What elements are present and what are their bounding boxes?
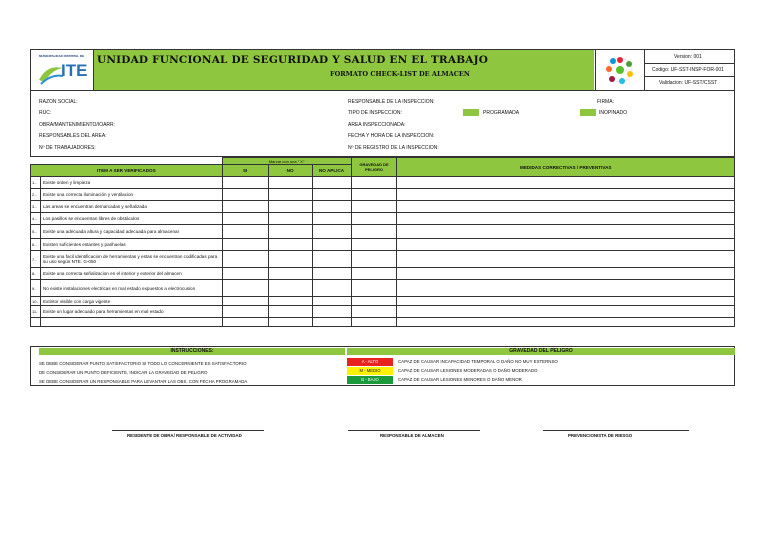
row-item-text: Existe orden y limpieza <box>40 177 222 189</box>
version-cell <box>644 50 734 64</box>
table-row <box>31 201 735 213</box>
si-cell[interactable] <box>222 251 268 268</box>
no-cell[interactable] <box>268 201 312 213</box>
info-ruc: RUC: <box>39 110 52 116</box>
medidas-cell[interactable] <box>397 189 735 201</box>
row-number: 9- <box>31 280 41 297</box>
ods-wheel-icon <box>603 54 637 86</box>
item-header: ITEM A SER VERIFICADOS <box>31 165 223 177</box>
no-aplica-cell[interactable] <box>312 251 351 268</box>
no-cell[interactable] <box>268 280 312 297</box>
row-number: 4.- <box>31 213 41 225</box>
medidas-cell[interactable] <box>397 201 735 213</box>
row-number: 7.- <box>31 251 41 268</box>
row-number: 6.- <box>31 239 41 251</box>
signature-residente: RESIDENTE DE OBRA/ RESPONSABLE DE ACTIVIDAD <box>127 433 242 438</box>
medidas-cell[interactable] <box>397 177 735 189</box>
si-cell[interactable] <box>222 306 268 318</box>
medidas-cell[interactable] <box>397 280 735 297</box>
row-item-text: Existe una facil identificacion de herramientas y estas se encuentran codificadas para su uso según NTE. G-050 <box>40 251 222 268</box>
gravedad-cell[interactable] <box>351 201 397 213</box>
gravedad-cell[interactable] <box>351 280 397 297</box>
si-header: SI <box>222 165 268 177</box>
table-row <box>31 297 735 306</box>
empty-cell <box>312 318 351 327</box>
logo-text: ITE <box>61 61 88 80</box>
programada-checkbox[interactable] <box>463 109 479 116</box>
severity-desc-1: CAPAZ DE CAUSAR LESIONES MODERADAS O DAÑO MODERADO <box>398 368 538 373</box>
medidas-cell[interactable] <box>397 297 735 306</box>
row-item-text: Extintor visible con carga vigente <box>40 297 222 306</box>
si-cell[interactable] <box>222 201 268 213</box>
no-cell[interactable] <box>268 177 312 189</box>
row-number: 8- <box>31 268 41 280</box>
inopinado-label: INOPINADO <box>599 110 628 116</box>
table-row <box>31 239 735 251</box>
row-item-text: No existe instalaciones electricas en mal estado expuestos a electrocusion <box>40 280 222 297</box>
info-area: AREA INSPECCIONADA: <box>348 122 406 128</box>
no-aplica-cell[interactable] <box>312 297 351 306</box>
row-item-text: Los pasillos se encuentran libres de obstáculos <box>40 213 222 225</box>
title-bar <box>94 50 594 90</box>
no-cell[interactable] <box>268 239 312 251</box>
ods-logo <box>595 50 645 90</box>
row-number: 2.- <box>31 189 41 201</box>
no-aplica-cell[interactable] <box>312 213 351 225</box>
gravedad-cell[interactable] <box>351 306 397 318</box>
page-title: UNIDAD FUNCIONAL DE SEGURIDAD Y SALUD EN EL TRABAJO <box>97 54 489 66</box>
si-cell[interactable] <box>222 177 268 189</box>
row-item-text: Existe un lugar adecuado para herramientas en mal estado <box>40 306 222 318</box>
instructions-title: INSTRUCCIONES: <box>39 348 345 355</box>
row-number: 11- <box>31 306 41 318</box>
table-row <box>31 280 735 297</box>
info-trabajadores: Nº DE TRABAJADORES: <box>39 145 96 151</box>
gravedad-cell[interactable] <box>351 177 397 189</box>
no-cell[interactable] <box>268 297 312 306</box>
info-firma: FIRMA: <box>597 99 614 105</box>
row-number: 5.- <box>31 225 41 239</box>
no-aplica-cell[interactable] <box>312 189 351 201</box>
row-number: 10- <box>31 297 41 306</box>
codigo-cell <box>644 63 734 77</box>
inopinado-checkbox[interactable] <box>580 109 596 116</box>
info-responsables: RESPONSABLES DEL AREA: <box>39 133 107 139</box>
gravedad-cell[interactable] <box>351 297 397 306</box>
version-text: Version: 001 <box>674 54 702 60</box>
signature-almacen: RESPONSABLE DE ALMACEN <box>380 433 444 438</box>
no-header: NO <box>268 165 312 177</box>
si-cell[interactable] <box>222 239 268 251</box>
empty-cell <box>351 318 397 327</box>
empty-cell <box>397 318 735 327</box>
marque-header: Marcar con una " X" <box>222 158 351 165</box>
instruction-line: DE CONSIDERAR UN PUNTO DEFICIENTE, INDICAR LA GRAVEDAD DE PELIGRO <box>39 370 208 375</box>
table-row <box>31 177 735 189</box>
si-cell[interactable] <box>222 213 268 225</box>
no-aplica-cell[interactable] <box>312 201 351 213</box>
no-aplica-header: NO APLICA <box>312 165 351 177</box>
info-obra: OBRA/MANTENIMIENTO/IOARR: <box>39 122 116 128</box>
si-cell[interactable] <box>222 189 268 201</box>
si-cell[interactable] <box>222 268 268 280</box>
no-aplica-cell[interactable] <box>312 225 351 239</box>
no-aplica-cell[interactable] <box>312 177 351 189</box>
gravedad-cell[interactable] <box>351 213 397 225</box>
info-fecha: FECHA Y HORA DE LA INSPECCION: <box>348 133 435 139</box>
info-tipo-inspeccion: TIPO DE INSPECCION: <box>348 110 402 116</box>
instruction-line: SE DEBE CONSIDERAR PUNTO SATISFACTORIO SI TODO LO CONCERNIENTE ES SATISFACTORIO <box>39 361 247 366</box>
info-registro: Nº DE REGISTRO DE LA INSPECCION: <box>348 145 439 151</box>
row-item-text: Existe una adecuada altura y capacidad adecuada para almacenar <box>40 225 222 239</box>
si-cell[interactable] <box>222 225 268 239</box>
row-number: 1.- <box>31 177 41 189</box>
si-cell[interactable] <box>222 280 268 297</box>
medidas-cell[interactable] <box>397 239 735 251</box>
no-cell[interactable] <box>268 251 312 268</box>
info-razon: RAZON SOCIAL: <box>39 99 78 105</box>
row-item-text: Existen suficientes estantes y parihuelas <box>40 239 222 251</box>
no-cell[interactable] <box>268 306 312 318</box>
no-aplica-cell[interactable] <box>312 268 351 280</box>
validacion-cell <box>644 76 734 90</box>
programada-label: PROGRAMADA <box>483 110 520 116</box>
signature-line <box>112 430 264 431</box>
medidas-cell[interactable] <box>397 306 735 318</box>
codigo-text: Codigo: UF-SST-INSP-FOR-001 <box>652 67 724 73</box>
medidas-cell[interactable] <box>397 251 735 268</box>
table-row <box>31 189 735 201</box>
severity-level-1: M - MEDIO <box>347 367 393 375</box>
gravedad-cell[interactable] <box>351 189 397 201</box>
no-aplica-cell[interactable] <box>312 239 351 251</box>
row-item-text: Existe una correcta señalizacion en el interior y exterior del almacen <box>40 268 222 280</box>
page-subtitle: FORMATO CHECK-LIST DE ALMACEN <box>330 70 470 78</box>
severity-level-2: B - BAJO <box>347 376 393 384</box>
instruction-line: SE DEBE CONSIDERAR UN RESPONSABLE PARA LEVANTAR LAS OBS. CON FECHA PROGRAMADA <box>39 379 248 384</box>
table-row <box>31 251 735 268</box>
medidas-cell[interactable] <box>397 225 735 239</box>
severity-desc-2: CAPAZ DE CAUSAR LESIONES MENORES O DAÑO MENOR <box>398 377 522 382</box>
logo-top-text: MUNICIPALIDAD DISTRITAL DE <box>39 54 84 58</box>
empty-cell <box>222 318 268 327</box>
gravedad-cell[interactable] <box>351 225 397 239</box>
no-cell[interactable] <box>268 213 312 225</box>
severity-desc-0: CAPAZ DE CAUSAR INCAPACIDAD TEMPORAL O DAÑO NO MUY EXTERNSO <box>398 359 558 364</box>
row-item-text: Existe una correcta iluminación y ventilacion <box>40 189 222 201</box>
row-item-text: Las areas se encuentran demarcadas y señalizada <box>40 201 222 213</box>
severity-level-0: A - ALTO <box>347 358 393 366</box>
gravedad-cell[interactable] <box>351 268 397 280</box>
medidas-cell[interactable] <box>397 268 735 280</box>
logo <box>31 50 94 90</box>
table-spacer-row <box>31 318 735 327</box>
gravedad-cell[interactable] <box>351 251 397 268</box>
checklist-table <box>30 157 735 327</box>
empty-cell <box>40 318 222 327</box>
no-cell[interactable] <box>268 225 312 239</box>
validacion-text: Validacion: UF-SST/CSST <box>659 80 718 86</box>
signature-prevencionista: PREVENCIONISTA DE RIESGO <box>568 433 633 438</box>
signature-line <box>543 430 689 431</box>
info-responsable-inspeccion: RESPONSABLE DE LA INSPECCION: <box>348 99 435 105</box>
empty-cell <box>31 318 41 327</box>
row-number: 3.- <box>31 201 41 213</box>
empty-cell <box>268 318 312 327</box>
table-row <box>31 225 735 239</box>
signature-line <box>348 430 480 431</box>
no-aplica-cell[interactable] <box>312 306 351 318</box>
severity-title: GRAVEDAD DEL PELIGRO <box>347 348 735 355</box>
table-row <box>31 268 735 280</box>
no-cell[interactable] <box>268 268 312 280</box>
no-cell[interactable] <box>268 189 312 201</box>
no-aplica-cell[interactable] <box>312 280 351 297</box>
gravedad-cell[interactable] <box>351 239 397 251</box>
si-cell[interactable] <box>222 297 268 306</box>
table-row <box>31 213 735 225</box>
medidas-cell[interactable] <box>397 213 735 225</box>
gravedad-header: GRAVEDAD DE PELIGRO <box>351 158 397 177</box>
medidas-header: MEDIDAS CORRECTIVAS / PREVENTIVAS <box>397 158 735 177</box>
table-row <box>31 306 735 318</box>
